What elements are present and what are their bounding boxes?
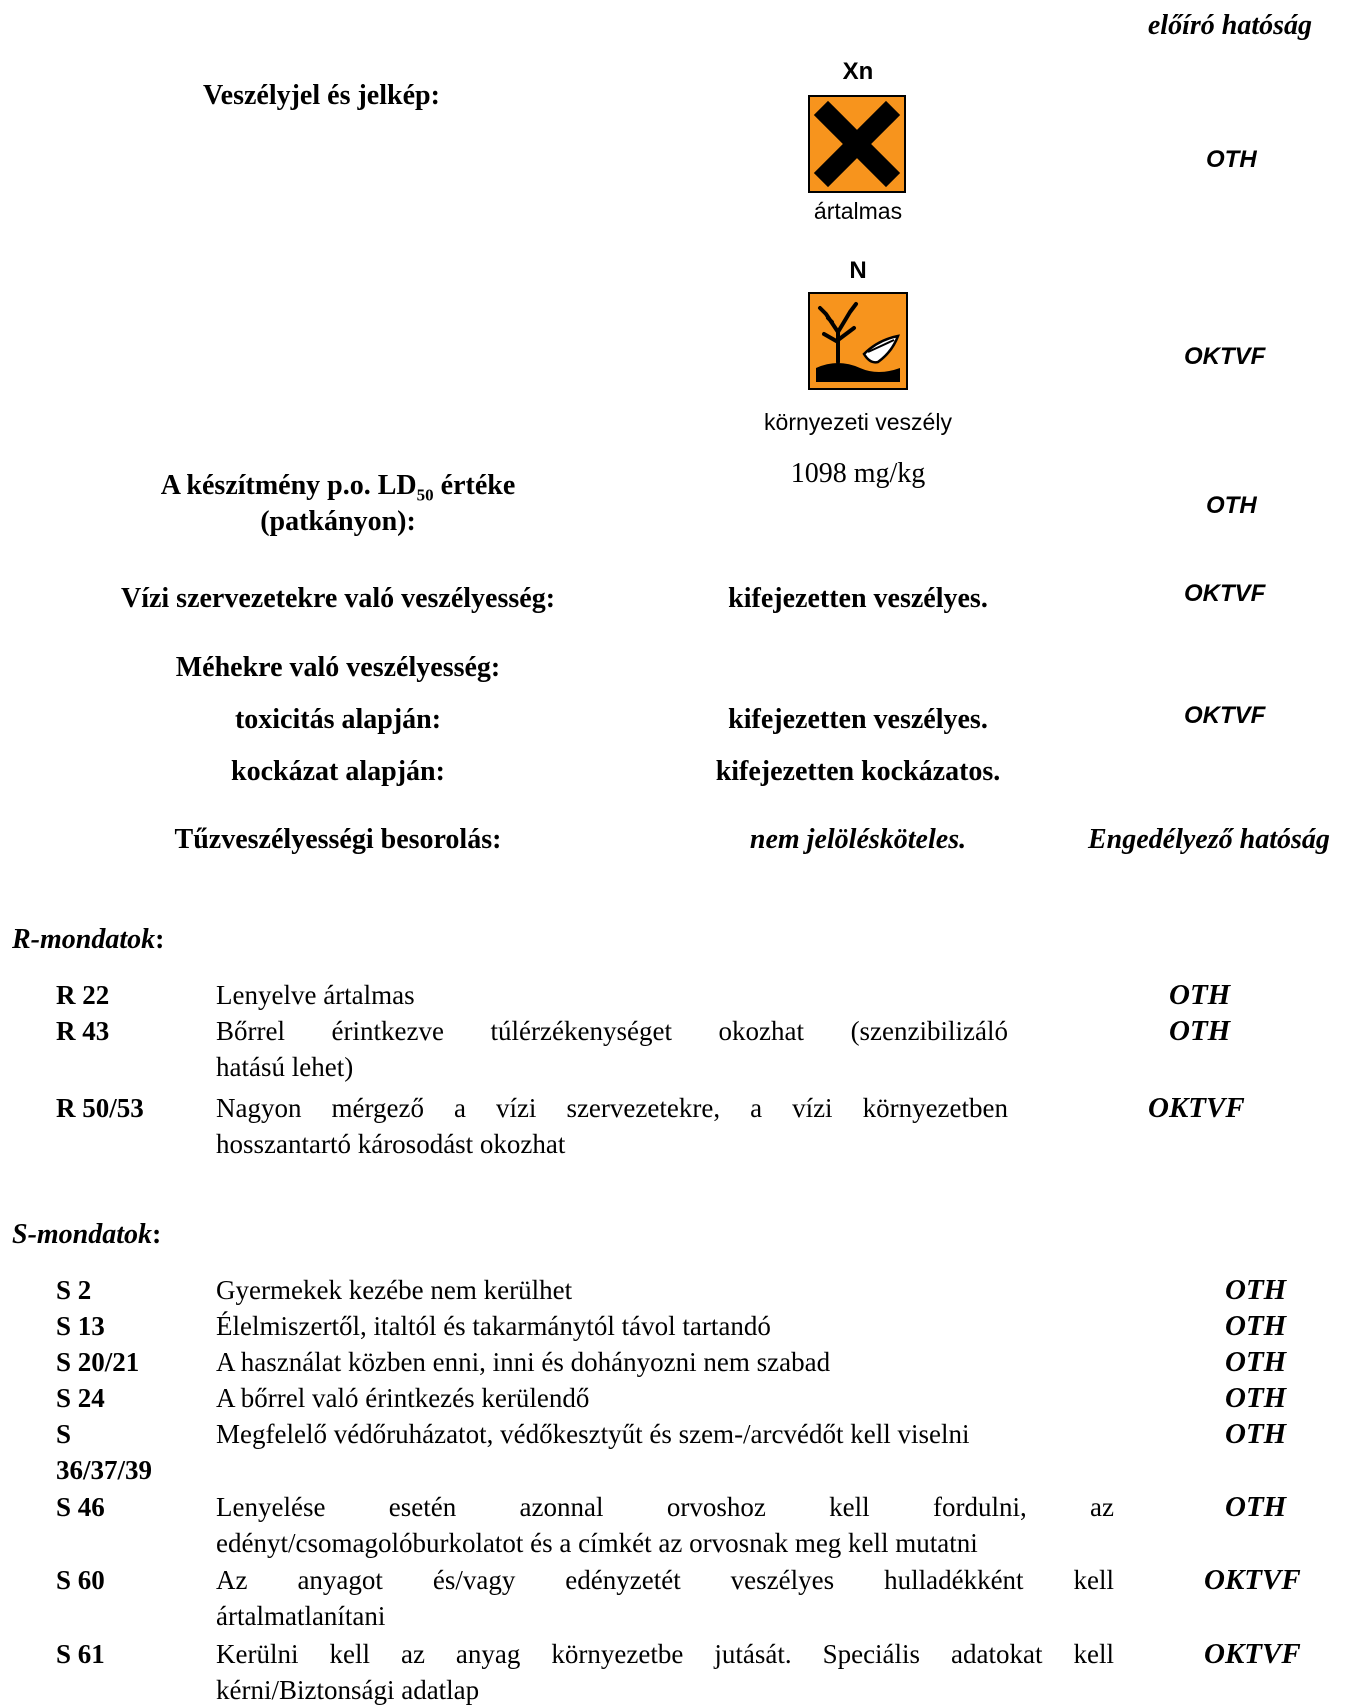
ld50-label [161, 470, 516, 506]
r-heading-colon: : [155, 924, 165, 955]
ld50-label-line2: (patkányon): [260, 506, 416, 537]
r-phrase-text-line1 [216, 1090, 1008, 1126]
s-phrase-text: A bőrrel való érintkezés kerülendő [216, 1383, 590, 1413]
s-phrase-authority: OKTVF [1204, 1638, 1301, 1670]
hazard-label: Veszélyjel és jelkép: [203, 80, 440, 111]
s-phrase-text: A használat közben enni, inni és dohányozni nem szabad [216, 1347, 831, 1377]
s-phrase-authority: OTH [1225, 1274, 1287, 1306]
bees-risk-value: kifejezetten kockázatos. [715, 756, 1001, 787]
s-phrase-text-line1 [216, 1489, 1114, 1525]
s-phrase-text-line2: ártalmatlanítani [216, 1601, 386, 1631]
s-phrase-text: Kerülni kell az anyag környezetbe jutását. Speciális adatokat kell [216, 1639, 1114, 1669]
fire-value: nem jelölésköteles. [749, 824, 967, 855]
symbol-caption-xn: ártalmas [813, 198, 903, 224]
s-phrase-authority: OKTVF [1204, 1564, 1301, 1596]
r-phrase-code: R 22 [56, 980, 110, 1010]
s-phrase-text-line1 [216, 1562, 1114, 1598]
s-phrase-text: Lenyelése esetén azonnal orvoshoz kell fordulni, az [216, 1492, 1114, 1522]
s-heading-text: S-mondatok [12, 1219, 153, 1250]
ld50-authority: OTH [1206, 492, 1257, 519]
dead-tree-fish-icon [808, 292, 908, 390]
r-phrase-text: Nagyon mérgező a vízi szervezetekre, a vízi környezetben [216, 1093, 1008, 1123]
symbol-code-xn: Xn [842, 58, 874, 85]
ld50-label-pre: A készítmény p.o. LD [160, 470, 417, 501]
r-phrase-authority: OTH [1169, 1015, 1231, 1047]
header-authority: előíró hatóság [1147, 10, 1312, 41]
r-phrase-code: R 50/53 [56, 1093, 144, 1123]
s-heading [12, 1219, 161, 1251]
aquatic-value: kifejezetten veszélyes. [728, 583, 988, 614]
s-phrase-text-line2: kérni/Biztonsági adatlap [216, 1675, 480, 1705]
s-phrase-text: Gyermekek kezébe nem kerülhet [216, 1275, 573, 1305]
s-phrase-text: Élelmiszertől, italtól és takarmánytól távol tartandó [216, 1311, 771, 1341]
symbol-authority-xn: OTH [1206, 146, 1257, 173]
s-phrase-code: S 13 [56, 1311, 105, 1341]
harmful-cross-icon [808, 95, 906, 193]
s-phrase-code: S 60 [56, 1565, 105, 1595]
symbol-code-n: N [849, 257, 867, 284]
bees-risk-label: kockázat alapján: [231, 756, 445, 787]
bees-toxicity-label: toxicitás alapján: [234, 704, 442, 735]
s-phrase-code: S 61 [56, 1639, 105, 1669]
r-phrase-text: Bőrrel érintkezve túlérzékenységet okozhat (szenzibilizáló [216, 1016, 1008, 1046]
s-phrase-authority: OTH [1225, 1491, 1287, 1523]
fire-label: Tűzveszélyességi besorolás: [174, 824, 502, 855]
s-phrase-authority: OTH [1225, 1346, 1287, 1378]
r-phrase-authority: OTH [1169, 979, 1231, 1011]
s-phrase-authority: OTH [1225, 1418, 1287, 1450]
s-phrase-text: Az anyagot és/vagy edényzetét veszélyes hulladékként kell [216, 1565, 1114, 1595]
r-phrase-code: R 43 [56, 1016, 110, 1046]
symbol-authority-n: OKTVF [1184, 343, 1266, 370]
bees-toxicity-authority: OKTVF [1184, 702, 1266, 729]
s-phrase-code: S 46 [56, 1492, 105, 1522]
r-heading [12, 924, 164, 956]
s-phrase-code: S [56, 1419, 72, 1449]
s-phrase-authority: OTH [1225, 1310, 1287, 1342]
ld50-label-sub: 50 [416, 485, 434, 505]
fire-authority: Engedélyező hatóság [1088, 824, 1330, 855]
s-phrase-code: S 24 [56, 1383, 105, 1413]
r-phrase-text: Lenyelve ártalmas [216, 980, 415, 1010]
ld50-label-post: értéke [433, 470, 516, 501]
s-phrase-text: Megfelelő védőruházatot, védőkesztyűt és szem-/arcvédőt kell viselni [216, 1419, 970, 1449]
r-phrase-text-line2: hatású lehet) [216, 1052, 354, 1082]
bees-toxicity-value: kifejezetten veszélyes. [728, 704, 988, 735]
s-heading-colon: : [152, 1219, 162, 1250]
r-phrase-authority: OKTVF [1148, 1092, 1245, 1124]
s-phrase-text-line1 [216, 1636, 1114, 1672]
s-phrase-text-line2: edényt/csomagolóburkolatot és a címkét az orvosnak meg kell mutatni [216, 1528, 978, 1558]
ld50-value: 1098 mg/kg [790, 458, 926, 489]
r-heading-text: R-mondatok [12, 924, 156, 955]
s-phrase-code-line2: 36/37/39 [56, 1455, 153, 1485]
aquatic-label: Vízi szervezetekre való veszélyesség: [120, 583, 556, 614]
aquatic-authority: OKTVF [1184, 580, 1266, 607]
s-phrase-code: S 2 [56, 1275, 92, 1305]
r-phrase-text-line2: hosszantartó károsodást okozhat [216, 1129, 566, 1159]
s-phrase-authority: OTH [1225, 1382, 1287, 1414]
bees-label: Méhekre való veszélyesség: [175, 652, 501, 683]
r-phrase-text-line1 [216, 1013, 1008, 1049]
s-phrase-code: S 20/21 [56, 1347, 140, 1377]
symbol-caption-n: környezeti veszély [764, 409, 952, 435]
